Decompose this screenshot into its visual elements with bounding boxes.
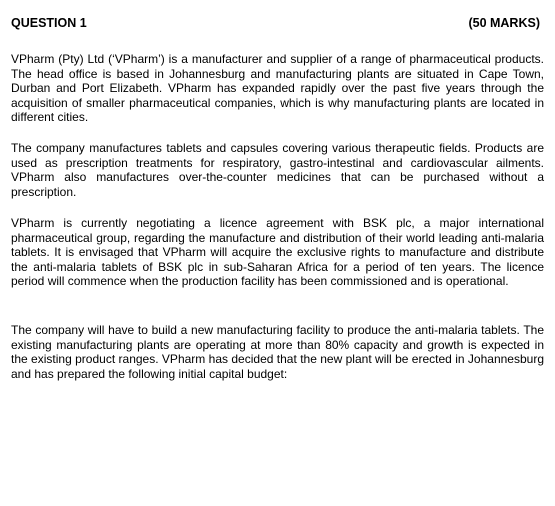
paragraph-new-facility: The company will have to build a new manufacturing facility to produce the anti-malaria tablets. The existing manufacturing plants are operating at more than 80% capacity and growth is expected in the existing product ranges. VPharm has decided that the new plant will be erected in Johannesburg and has prepared the following initial capital budget: — [11, 323, 544, 381]
question-title: QUESTION 1 — [11, 16, 87, 30]
question-header — [11, 15, 544, 31]
paragraph-licence-agreement: VPharm is currently negotiating a licence agreement with BSK plc, a major international pharmaceutical group, regarding the manufacture and distribution of their world leading anti-malaria tablets. It is envisaged that VPharm will acquire the exclusive rights to manufacture and distribute the anti-malaria tablets of BSK plc in sub-Saharan Africa for a period of ten years. The licence period will commence when the production facility has been commissioned and is operational. — [11, 216, 544, 289]
question-marks: (50 MARKS) — [468, 16, 540, 30]
paragraph-company-overview: VPharm (Pty) Ltd (‘VPharm’) is a manufacturer and supplier of a range of pharmaceutical products. The head office is based in Johannesburg and manufacturing plants are situated in Cape Town, Durban and Port Elizabeth. VPharm has expanded rapidly over the past five years through the acquisition of smaller pharmaceutical companies, which is why manufacturing plants are located in different cities. — [11, 52, 544, 125]
paragraph-products: The company manufactures tablets and capsules covering various therapeutic fields. Products are used as prescription treatments for respiratory, gastro-intestinal and cardiovascular ailments. VPharm also manufactures over-the-counter medicines that can be purchased without a prescription. — [11, 141, 544, 199]
